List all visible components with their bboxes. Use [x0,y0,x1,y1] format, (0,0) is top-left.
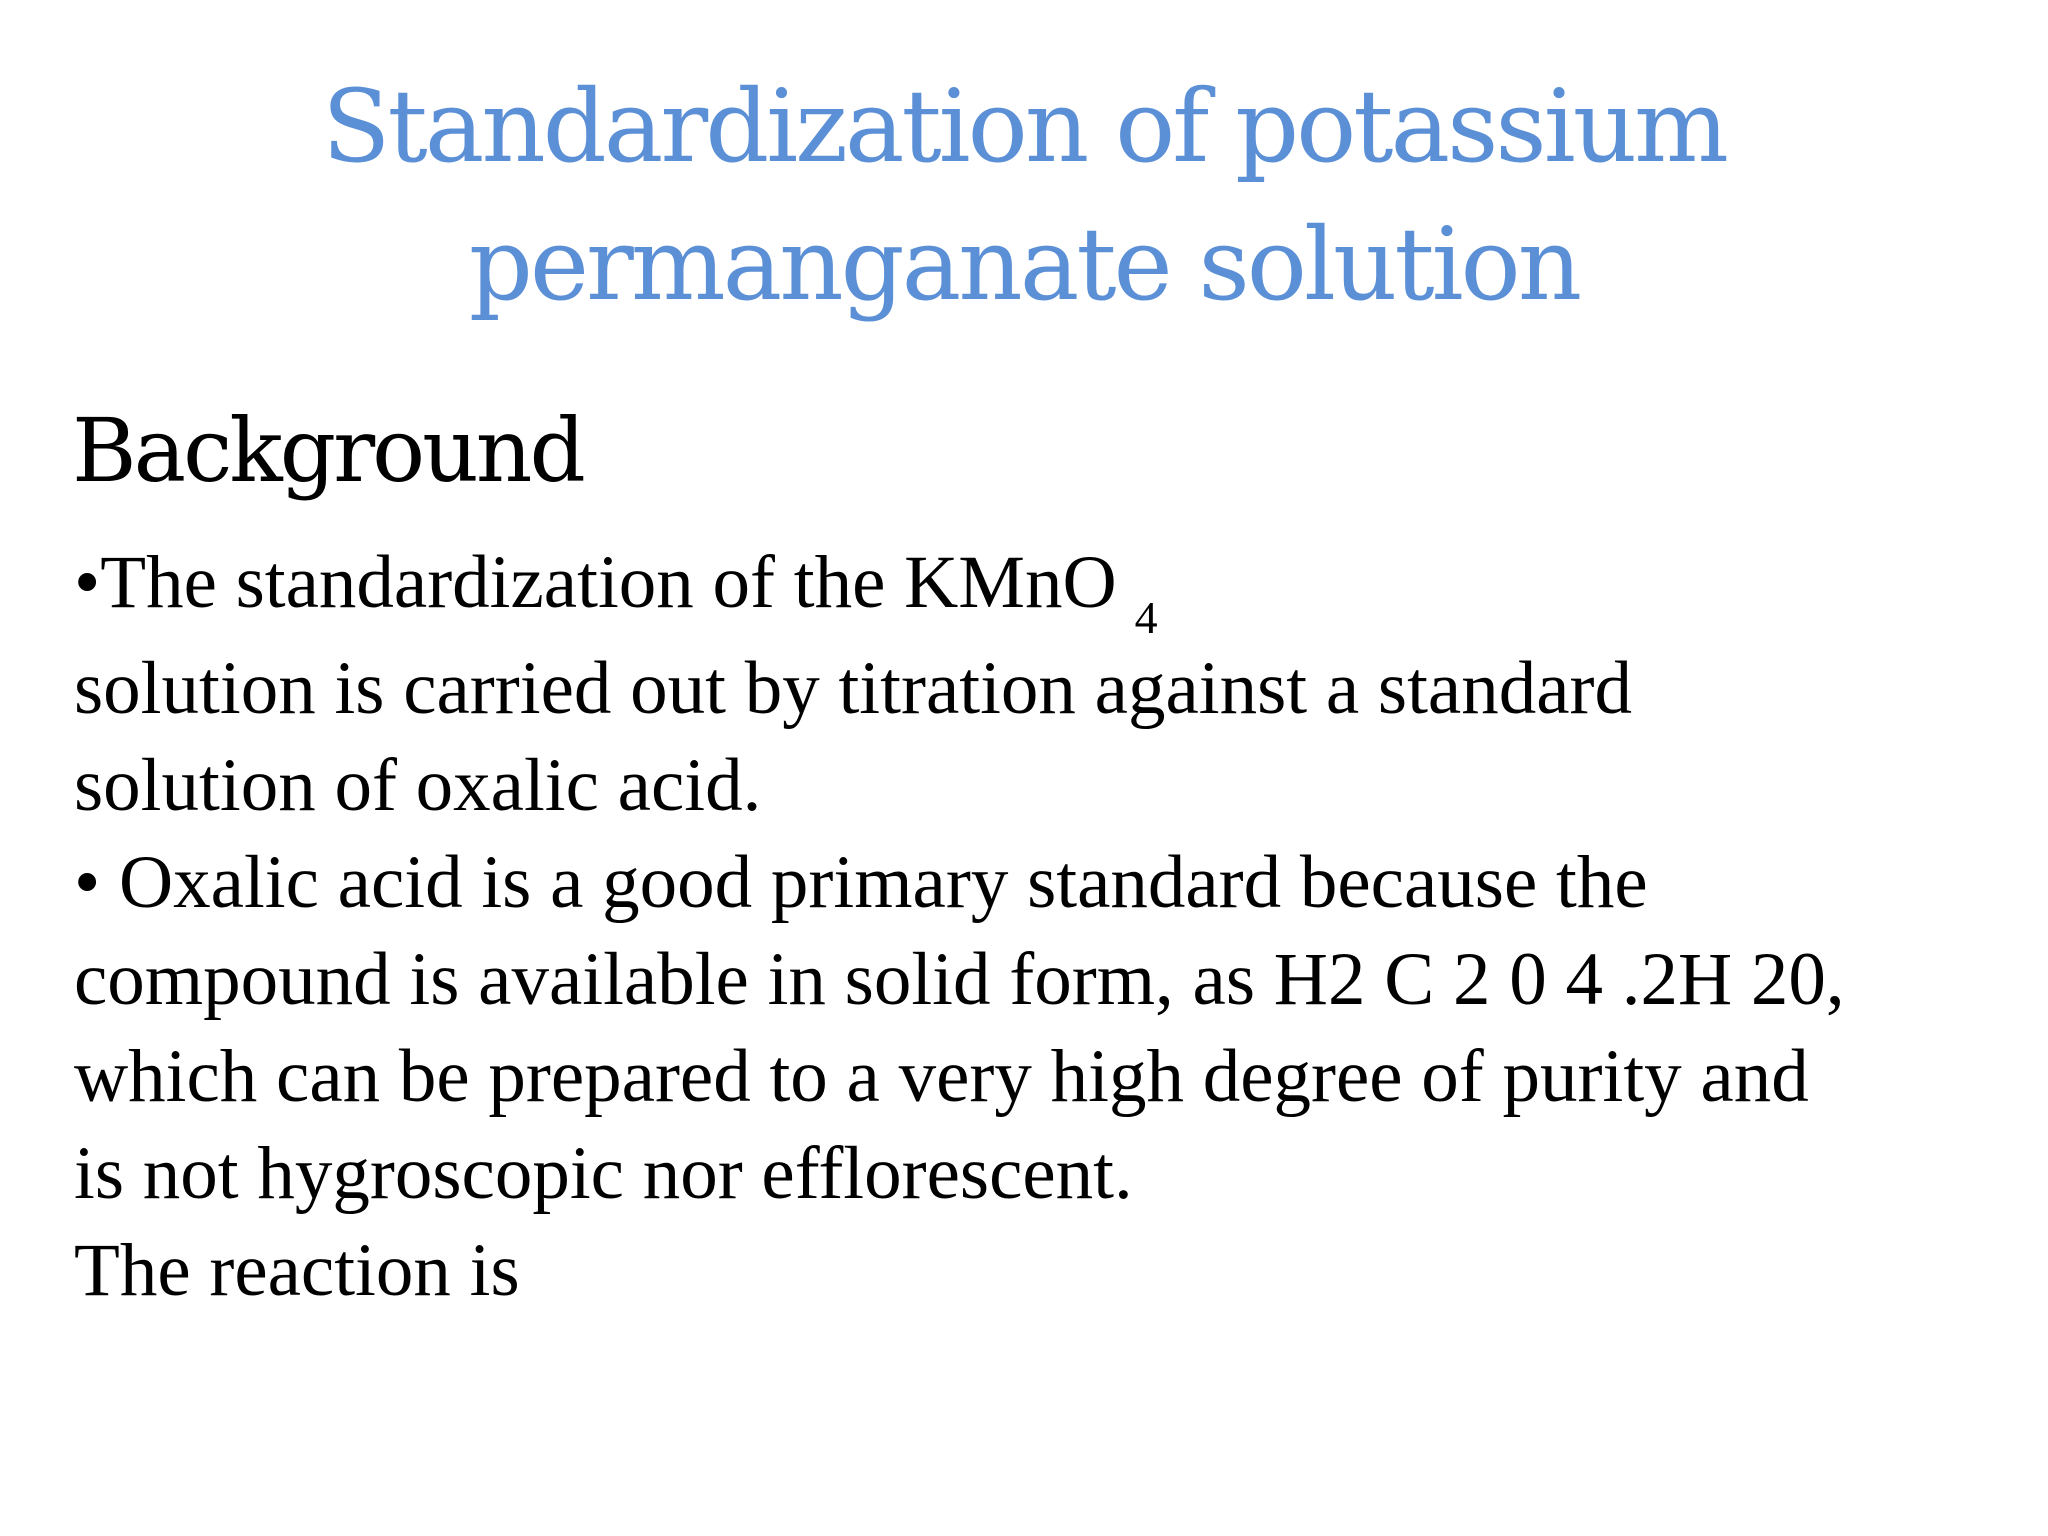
bullet-2-line-2: compound is available in solid form, as H2 C 2 0 4 .2H 20, [74,938,1845,1021]
bullet-1-lead: •The standardization of the KMnO [74,541,1117,624]
kmno4-subscript: 4 [1134,592,1158,643]
bullet-2-line-3: which can be prepared to a very high degree of purity and [74,1035,1809,1118]
bullet-1-line-2: solution is carried out by titration against a standard [74,647,1632,730]
bullet-1-line-3: solution of oxalic acid. [74,744,762,827]
bullet-2-line-4: is not hygroscopic nor efflorescent. [74,1132,1133,1215]
section-heading: Background [72,399,583,502]
reaction-line: The reaction is [74,1229,520,1312]
bullet-2-line-1: • Oxalic acid is a good primary standard because the [74,841,1648,924]
slide-title-line-2: permanganate solution [468,206,1580,323]
slide-title [0,58,2048,334]
slide-title-line-1: Standardization of potassium [322,68,1726,185]
body-text [74,534,2034,1319]
bullet-1-line-1 [74,534,2034,643]
